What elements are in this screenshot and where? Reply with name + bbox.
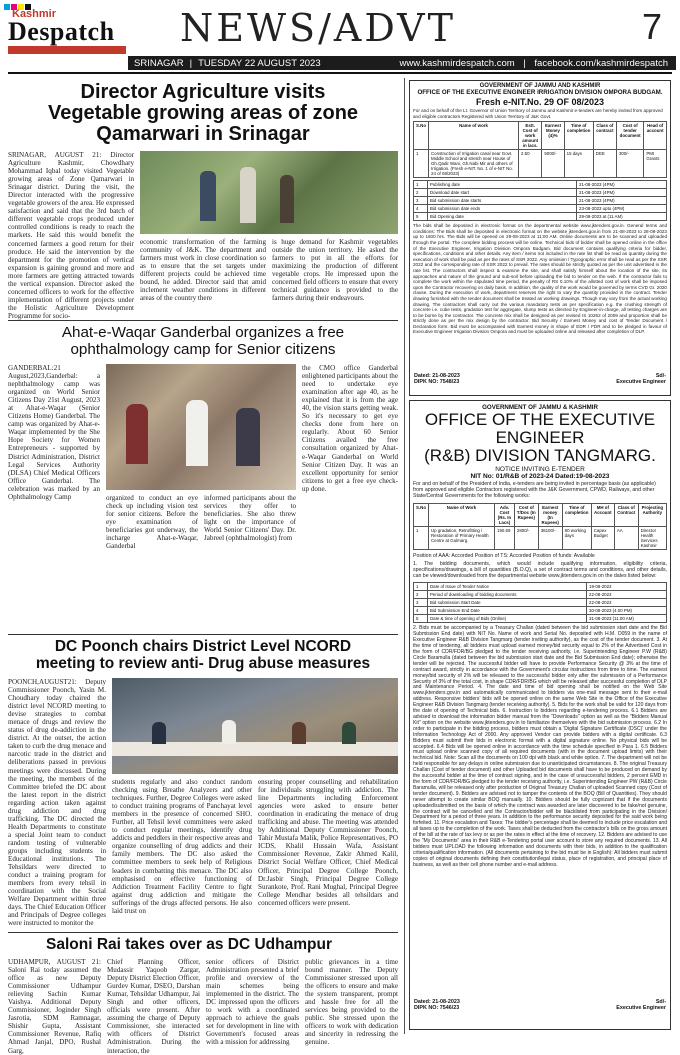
table-header: Head of account [644, 122, 667, 150]
notice-sd: Sd/- [655, 999, 666, 1006]
table-cell: 31-08-2023 (11.00 AM) [587, 615, 667, 623]
dateline-location: SRINAGAR [134, 57, 184, 69]
table-cell: 22-08-2023 [587, 591, 667, 599]
story-column: economic transformation of the farming community of J&K. The department and farmers must work in close coordination so as to ensure that the set targets under different projects could be achieved time bound, he added. Director said that amid inclement weather conditions in different areas of the country there [140, 237, 266, 303]
table-header: S.No [414, 122, 429, 150]
story-column: public grievances in a time bound manner. The Deputy Commissioner stressed upon all the officers to ensure and make the system transparent, prompt and hassle free for all the services being provided to the public. She stressed upon the officers to work with dedication and sincerity in redressing the genuine. [305, 958, 398, 1047]
table-header: Estt. Cost of work amount in lacs. [519, 122, 542, 150]
table-cell: Bid submission date starts [428, 197, 577, 205]
story-agriculture [8, 82, 398, 318]
table-row [414, 526, 667, 549]
page-number: 7 [641, 6, 662, 47]
tender-notice-irrigation [409, 80, 671, 396]
notice-sd: Sd/- [655, 373, 666, 380]
table-header: Cost of tender document [616, 122, 643, 150]
news-column [8, 78, 398, 1055]
story-headline [8, 82, 398, 145]
table-cell: 38100/- [538, 526, 562, 549]
table-cell: 22-08-2023 [587, 599, 667, 607]
table-cell: Date of Issue of Tender Notice [428, 583, 587, 591]
table-cell: DEE [593, 150, 616, 178]
table-cell: 4 [414, 205, 428, 213]
story-ncord-meeting [8, 638, 398, 930]
story-headline [8, 324, 398, 358]
table-cell: 15 days [564, 150, 593, 178]
table-cell: PMI Grants [644, 150, 667, 178]
headline-line: Vegetable growing areas of zone [47, 102, 359, 124]
work-table [413, 503, 667, 550]
dateline-date: TUESDAY 22 AUGUST 2023 [198, 57, 321, 69]
table-header: Time of completion [562, 503, 591, 526]
story-headline: Saloni Rai takes over as DC Udhampur [46, 936, 332, 953]
story-column: informed participants about the services they offer to beneficiaries. She also threw light on the importance of World Senior Citizens' Day. Dr. Jabreel (ophthalmologist) from [204, 494, 296, 543]
story-column: Chief Planning Officer, Mudassir Yaqoob Zargar, Deputy District Election Officer, Gurdev Kumar, DSEO, Darshan Kumar, Tehsildar Udhampur, Jai Singh and other officers, officials were present. After assuming the charge of Deputy Commissioner, she interacted with officers of District Administration. During the interaction, the [107, 958, 200, 1055]
table-row [414, 197, 667, 205]
logo-underline-bar [8, 46, 126, 54]
table-cell: 1 [414, 526, 429, 549]
schedule-table [413, 582, 667, 623]
story-column: POONCH,AUGUST21: Deputy Commissioner Poonch, Yasin M. Choudhary today chaired the district level NCORD meeting to devise strategies to combat menace of drugs and review the status of drug de-addiction in the district. At the outset, the action taken to curb the drug menace and narcotic trade in the district and deliberations passed in previous meetings were discussed. During the meeting, the members of the Committee briefed the DC about the latest report in the district regarding action taken against drug addiction and drug trafficking. The DC directed the Health Departments to constitute a special Joint team to conduct random testing of vulnerable groups including students in Educational institutions. The Tehsildars were directed to conduct a training program for members from every tehsil in coordination with the Social Welfare Department within three days. The Chief Education Officer and Principals of Degree colleges were instructed to monitor the [8, 678, 106, 928]
headline-line: Qamarwari in Srinagar [96, 123, 310, 145]
story-divider [8, 320, 398, 321]
table-cell: 5 [414, 213, 428, 221]
links-separator: | [523, 57, 526, 69]
table-cell: 1 [414, 150, 429, 178]
table-cell: Bid Submission End Date [428, 607, 587, 615]
table-cell: 1 [414, 583, 428, 591]
table-row [414, 189, 667, 197]
notice-government: GOVERNMENT OF JAMMU AND KASHMIR [479, 83, 601, 89]
table-cell: 5000/- [542, 150, 564, 178]
headline-line: Ahat-e-Waqar Ganderbal organizes a free [61, 324, 345, 341]
table-row [414, 583, 667, 591]
notice-position: Position of AAA: Accorded Position of TS: Accorded Position of funds: Available [413, 552, 595, 559]
table-cell: 21-08-2023 (4PM) [577, 181, 667, 189]
story-dc-udhampur [8, 936, 398, 1055]
notice-office: OFFICE OF THE EXECUTIVE ENGINEER [424, 410, 656, 447]
facebook-link[interactable]: facebook.com/kashmirdespatch [534, 57, 668, 69]
table-cell: 29-08-2023 at (11 AM) [577, 213, 667, 221]
table-cell: 23-08-2023 upto (4PM) [577, 205, 667, 213]
dateline-bar [128, 56, 676, 70]
story-column: the CMO office Ganderbal enlightened participants about the need to undertake eye examination after age 40, as he explained that it is from the age 40, the vision starts getting weak. So it's necessary to get eye checks done from here on regularly. About 60 Senior Citizens availed the free consultation organized by Ahat-e-Waqar Ganderbal on World Senior Citizen Day. It was an excellent opportunity for senior citizens to get a free eye check-up done. [302, 364, 398, 493]
notice-nit-number: Fresh e-NIT.No. 29 OF 08/2023 [475, 97, 605, 107]
table-cell: Bid submission date ends [428, 205, 577, 213]
table-header: Name of work [429, 122, 519, 150]
story-photo-crop-field [140, 151, 398, 234]
notice-para: 1. The bidding documents, which would include qualifying information, eligibility criteria, specifications/drawings, a bill of quantities (B.O.Q), a set of contract terms and conditions, and other details, can be viewed/downloaded from the departmental website www.jktenders.gov.in on the dates listed below: [413, 560, 667, 580]
story-column: senior officers of District Administration presented a brief profile and overview of the main schemes being implemented in the district. The DC impressed upon the officers to work with a coordinated approach to achieve the goals set for development in line with Government's focused areas with a mission for addressing [206, 958, 299, 1047]
table-header: Class of Contract [614, 503, 638, 526]
notice-para: 2. Bids must be accompanied by a Treasury Challan (dated between the bid submission start date and the Bid Submission End date) with NIT No. Name of work and Serial No. deposited with H.M. D059 in the name of Executive Engineer R&B Division Tangmarg (tender inviting authority), as the cost of the tender document. 3. At the time of tendering, all bidders must upload earnest money/bid security equal to 2% of the Advertised Cost in the form of CDR/FDR/BG pledged to the tender receiving authority, i.e. Superintending Engineer P.W (R&B) Circle Baramulla (dated between the bid submission start date and the Bid Submission End date); otherwise the tender will be rejected. The successful bidder will have to provide Performance Security @ 3% at the time of contract award, strictly in accordance with the Government's circular instructions from time to time. The earnest money/bid security of 2% will be released to the successful bidder only after the submission of a Performance Security of 3% of the total cost, in shape CDR/FDR/BG which will be released after successful completion of DLP and Maintenance Period. 4. The date and time of bid opening shall be notified on the Web Site www.jktenders.gov.in and automatically communicated to bidders via one-mail message sent to their e-mail address. Responsive bidders' bids will be opened online on the same Web Site in the Office of the Executive Engineer R&B Division Tangmarg (tender receiving authority). 5. Bids for the work shall be valid for 120 days from the date of opening of Technical bids. 6. Instruction to bidders regarding e-tendering process. 6.1 Bidders are advised to download the information bidder manual from the "Downloads" option as well as the "Bidders Manual Kit" option on the website www.jktenders.gov.in to familiarize themselves with the bid submission process. 6.2 In order to participate in the bidding process, bidders must obtain a 'Digital Signature Certificate (DSC)' under the Information Technology Act of 2000. Any approved Vendor can provide bidders with a digital certificate. 6.3 Bidders must submit their bids in electronic format with a digital signature online. No physical bids will be accepted. 6.4 Bids will be opened online in accordance with the time schedule specified in Para 1. 6.5 Bidders must upload online scanned copy of all required documents (with in the document upload limits) with their technical bid. Note: Scan all the documents on 100 dpi with black and white option. 7. The department will not be held responsible for any delays in online submission due to unanticipated circumstances. 8. The original Treasury Challan (Cost of tender document) and other Uploaded bid documents shall have to be produced on demand by the successful bidder at the time of contract signing, and in the case of unsuccessful bidders, 2 percent EMD in the form of CDR/FDR/BG pledged to the tender receiving authority, i.e. Superintending Engineer PW (R&B) Circle Baramulla, will be released only after production of Original Treasury Challan of uploaded Scanned copy (Cost of tender document). 9. Bidders are advised not to tamper the contents of the BOQ (Bill of Quantities). They should never attempt to create similar BOQ manually. 10. Bidders should be fully cognizant that if the documents uploaded/submitted on the basis of which the contract was awarded are later discovered to be fake/not genuine, the contract will be cancelled and the Contractor/bidder will be blacklisted from participating in the Division/ Department for a period of three years. In addition to the performance security deposited for the said work being forfeited. 11. Price escalation and Taxes: The bidder's percentage shall be deemed to include price escalation and all taxes up to the completion of the work. Taxes shall be deducted from the contractor's bills on the gross amount of the bill at the rate of tax levy or as per the rates in effect at the time of recovery. 12. Bidders are advised to use the "My Documents" area in their R&B e-Tendering portal user account to store any required documents. 13. All bidders must UPLOAD the following information and documents with their bids, in addition to the qualification criteria/qualification information. (All documents pertaining to the bid must be in English): All bidders must submit copies of original documents defining their constitution/legal status, place of registration, and principal place of business, as well as their cell phone number and e-mail address. [413, 625, 667, 868]
table-row [414, 599, 667, 607]
notice-dipk: DIPK NO: 7548/23 [414, 379, 460, 386]
table-cell: 2 [414, 189, 428, 197]
headline-line: meeting to review anti- Drug abuse measures [35, 655, 371, 672]
story-column: organized to conduct an eye check up including vision test for senior citizens. Before the eye examination of beneficiaries got underway, the incharge Ahat-e-Waqar, Ganderbal [106, 494, 198, 551]
table-cell: 5 [414, 615, 428, 623]
notice-signature-block [410, 997, 670, 1011]
notice-date: Dated: 21-08-2023 [414, 373, 460, 380]
story-column: students regularly and also conduct random checking using Breathe Analyzers and other techniques. Further, Degree Colleges were asked to conduct training programs of Panchayat level members in the presence of concerned SHO. Further, all Tehsil level committees were asked to conduct regular meetings, identify drug addicts and peddlers in their respective areas and organize counselling of drug addicts and their family members. The DC also asked the committee members to seek help of Religious leaders in combatting this menace. The DC also emphasised on effective functioning of Addiction Treatment Facility Centre to fight against drug addiction and mitigate the sufferings of the drugs affected persons. He also laid trust on [112, 778, 252, 915]
story-column: is huge demand for Kashmir vegetables outside the union territory. He asked the farmers to put in all the efforts for maximizing the production of different vegetable crops. He impressed upon the concerned field officers to ensure that every technical guidance is provided to the farmers during their endeavours. [272, 237, 398, 303]
table-header: MH of Account [591, 503, 614, 526]
notice-subtitle: NOTICE INVITING E-TENDER [495, 466, 585, 473]
table-cell: Download date start [428, 189, 577, 197]
website-link[interactable]: www.kashmirdespatch.com [399, 57, 515, 69]
web-links [400, 58, 676, 69]
headline-line: DC Poonch chairs District Level NCORD [54, 638, 352, 655]
table-row [414, 615, 667, 623]
tender-notice-rnb [409, 400, 671, 1030]
table-header: Time of completion [564, 122, 593, 150]
table-header-row [414, 122, 667, 150]
notice-engineer: Executive Engineer [616, 1005, 666, 1012]
table-row [414, 150, 667, 178]
headline-line: ophthalmology camp for Senior citizens [70, 341, 336, 358]
notice-signature-block [410, 371, 670, 385]
table-row [414, 213, 667, 221]
table-cell: Up gradation, Retrofitting / Restoration of Primary Health Centre at Gulmarg. [429, 526, 495, 549]
table-cell: Bid submission Start Date [428, 599, 587, 607]
table-cell: 21-08-2023 (4PM) [577, 189, 667, 197]
table-header: Cost of T/Doc (In Rupees) [514, 503, 538, 526]
dateline-separator: | [189, 57, 193, 69]
masthead-rule [8, 72, 672, 74]
table-cell: Director Health Services Kashmir [638, 526, 666, 549]
table-row [414, 181, 667, 189]
schedule-table [413, 180, 667, 221]
story-column: GANDERBAL:21 August,2023,Ganderbal: a nephthalmology camp was organized on World Senior Citizens Day 21st August, 2023 at Ahat-e-Waqar (Senior Citizens Home) Ganderbal. The camp was organized by Ahat-e-Waqar implemented by the She Hope Society for Women Entrepreneurs - supported by District Administration, District Legal Services Authority (DLSA) Chief Medical Officers Office Ganderbal. The celebration was marked by an Ophthalmology Camp [8, 364, 100, 501]
table-header: Class of contract [593, 122, 616, 150]
table-cell: 30-08-2023 (4.00 PM) [587, 607, 667, 615]
notice-government: GOVERNMENT OF JAMMU & KASHMIR [482, 404, 598, 411]
table-cell: Bid Opening date [428, 213, 577, 221]
notice-office: (R&B) DIVISION TANGMARG. [424, 446, 656, 465]
table-cell: Publishing date [428, 181, 577, 189]
table-header: Earnest money (In Rupees) [538, 503, 562, 526]
story-divider [8, 932, 398, 933]
story-column: UDHAMPUR, AUGUST 21: Saloni Rai today assumed the office as new Deputy Commissioner Udhampur relieving Sachin Kumar Vaishya. Additional Deputy Commissioner, Joginder Singh Jasrotia, SDM Ramnagar, Shishir Gupta, Assistant Commissioner Revenue, Rafiq Ahmad Janjal, DPO, Rushal Garg, [8, 958, 101, 1055]
table-header: Name of Work [429, 503, 495, 526]
table-header-row [414, 503, 667, 526]
table-header: S.No [414, 503, 429, 526]
story-headline [8, 638, 398, 672]
story-photo-eye-camp [106, 364, 296, 490]
notices-column [404, 78, 672, 1034]
table-header: Earnest Money (4)% [542, 122, 564, 150]
table-cell: 300/- [616, 150, 643, 178]
story-photo-meeting [112, 678, 398, 774]
table-cell: AA [614, 526, 638, 549]
table-cell: 2800/- [514, 526, 538, 549]
notice-intro: For and on behalf of the President of India, e-tenders are being invited in percentage basis (as applicable) from approved and eligible Contractors registered with the J&K Government, CPWD, Railways, and other State/Central Governments for the following works: [413, 481, 656, 500]
table-cell: 1 [414, 181, 428, 189]
table-cell: 19-08-2023 [587, 583, 667, 591]
table-cell: 2.50 [519, 150, 542, 178]
table-cell: 3 [414, 599, 428, 607]
table-cell: 2 [414, 591, 428, 599]
notice-engineer: Executive Engineer [616, 379, 666, 386]
table-cell: 21-08-2023 (4PM) [577, 197, 667, 205]
table-cell: 190.59 [495, 526, 515, 549]
masthead [0, 0, 680, 76]
story-column: ensuring proper counselling and rehabilitation for individuals struggling with addiction. The line Departments including Enforcement agencies were asked to ensure better coordination in eradicating the menace of drug trafficking and abuse. The meeting was attended by Additional Deputy Commissioner Poonch, Tahir Mustafa Malik, Police Representatives, PO ICDS, Khalil Hussain Wafa, Assistant Commissioner Revenue, Zakir Ahmed Kalil, District Social Welfare Officer, Chief Medical Officer, Principal Degree College Poonch, Dr.Jasbir Singh, Principal Degree College Surankote, Prof. Rani Mughal, Principal Degree College Mendhar besides all tehsildars and concerned officers were present. [258, 778, 398, 907]
notice-office: OFFICE OF THE EXECUTIVE ENGINEER IRRIGATION DIVISION OMPORA BUDGAM. [417, 89, 663, 96]
notice-dipk: DIPK NO: 7546/23 [414, 1005, 460, 1012]
notice-terms: The bids shall be deposited in electronic format on the departmental website www.jktenders.gov.in. General terms and conditions: The Bids shall be deposited in electronic format on the website jktenders.gov.in from 21-08-2023 to 28-08-2023 up to 1600 hrs. The Bids will be opened on 29-08-2023 at 11:00 AM. Online documents are to be scanned and uploaded through the portal. The complete bidding process will be online. Technical bids of bidder shall be opened online in the office of the Executive Engineer, Irrigation Division Ompora Budgam. Bid document contains qualifying criteria for bidder, specifications, conditions and other details. Any item / items not included in the rate list shall be read as quantity during the execution of work shall be paid as per the rates of SSR 2022. Any omission / Typographic error shall be read as per the SSR 2022 and the corresponding rate of SSR 2022 to prevail. The rates should be strictly quoted as per the unit advertised in the rate list. The contractors shall inspect & examine the site, and shall satisfy himself about the location of the site, its approaches and nature of the ground and sub-soil before uploading the bid to tender on the web. If the contractor fails to complete the work within the stipulated time period, the penalty of RS 0.10% of the allotted cost of work shall be imposed upon the Contractor recovering on daily basis. In addition, the quality of the work would be governed by terms CVD Gr. 2020 clause. During the execution of work, department reserves the right to vary the quantity provided in the contract. Tender drawing furnished with the tender document shall be treated as working drawings. Though may vary from the actual working drawing. The contractors shall carry out the various mandatory tests as per specification e.g. the crushing strength of concrete i.e. cube tests, gradation test for aggregate, slump tests as directed by Engineer-in-charge, all testing charges are to be borne by the contractor. The concrete mix shall be designed as per revised IS 10262 of 2009 and proportion shall be strictly done as per the mix design by the contractor. Bid Security / Earnest Money and cost of Tender Document / Declaration form. Bid must be accompanied with Earnest money in shape of EDR / FDR and to be pledged in favour of Executive Engineer Irrigation Division Ompora and must be uploaded online and released after completion of DLP. [413, 223, 667, 335]
table-cell: Capex Budget [591, 526, 614, 549]
table-row [414, 591, 667, 599]
table-header: Adv. Cost (Rs. In Lacs) [495, 503, 515, 526]
headline-line: Director Agriculture visits [80, 81, 326, 103]
logo-small-text: Kashmir [12, 8, 57, 20]
table-cell: 90 working days [562, 526, 591, 549]
table-row [414, 205, 667, 213]
work-table [413, 121, 667, 178]
table-header: Projecting Authority [638, 503, 666, 526]
table-cell: 4 [414, 607, 428, 615]
notice-nit-number: NIT No: 01/R&B of 2023-24 Dated:19-08-2023 [470, 473, 610, 480]
newspaper-logo [8, 8, 132, 66]
logo-big-text: Despatch [8, 17, 115, 46]
section-nameplate: NEWS/ADVT [180, 6, 456, 50]
story-divider [8, 634, 398, 635]
table-cell: Construction of Irrigation canal near Govt. Middle School and stretch near House of Gh.Qadir Wani, Gh.Nabi Mir and others of Irrigation. (Fresh e-NIT. No. 1 of e-NIT No. 24 of 08/2023) [429, 150, 519, 178]
table-row [414, 607, 667, 615]
table-cell: 3 [414, 197, 428, 205]
notice-intro: For and on behalf of the Lt. Governor of Union Territory of Jammu and Kashmir e-tenders are hereby invited from approved and eligible contractors Registered with Union Territory of J&K Govt. [413, 108, 663, 119]
table-cell: Period of downloading of bidding documents [428, 591, 587, 599]
notice-date: Dated: 21-08-2023 [414, 999, 460, 1006]
table-cell: Date & time of opening of Bids (Online) [428, 615, 587, 623]
story-column: SRINAGAR, AUGUST 21: Director Agriculture Kashmir, Chowdhary Mohammad Iqbal today visited Vegetable growing areas of Zone Qamarwari in Srinagar district. During the visit, the Director interacted with the progressive vegetable growers of the area. He expressed satisfaction and said that the 3rd batch of different vegetable crops produced under controlled conditions is ready to reach the markets. He said this would benefit the concerned farmers a good return for their produce. He said the intervention by the department for the promotion of vertical expansion is gaining ground and more and more farmers are getting attracted towards the vertical expansion. Director asked the concerned officers to work for the effective implementation of different projects under the Holistic Agriculture Development Programme for socio- [8, 151, 134, 320]
story-eye-camp [8, 324, 398, 632]
